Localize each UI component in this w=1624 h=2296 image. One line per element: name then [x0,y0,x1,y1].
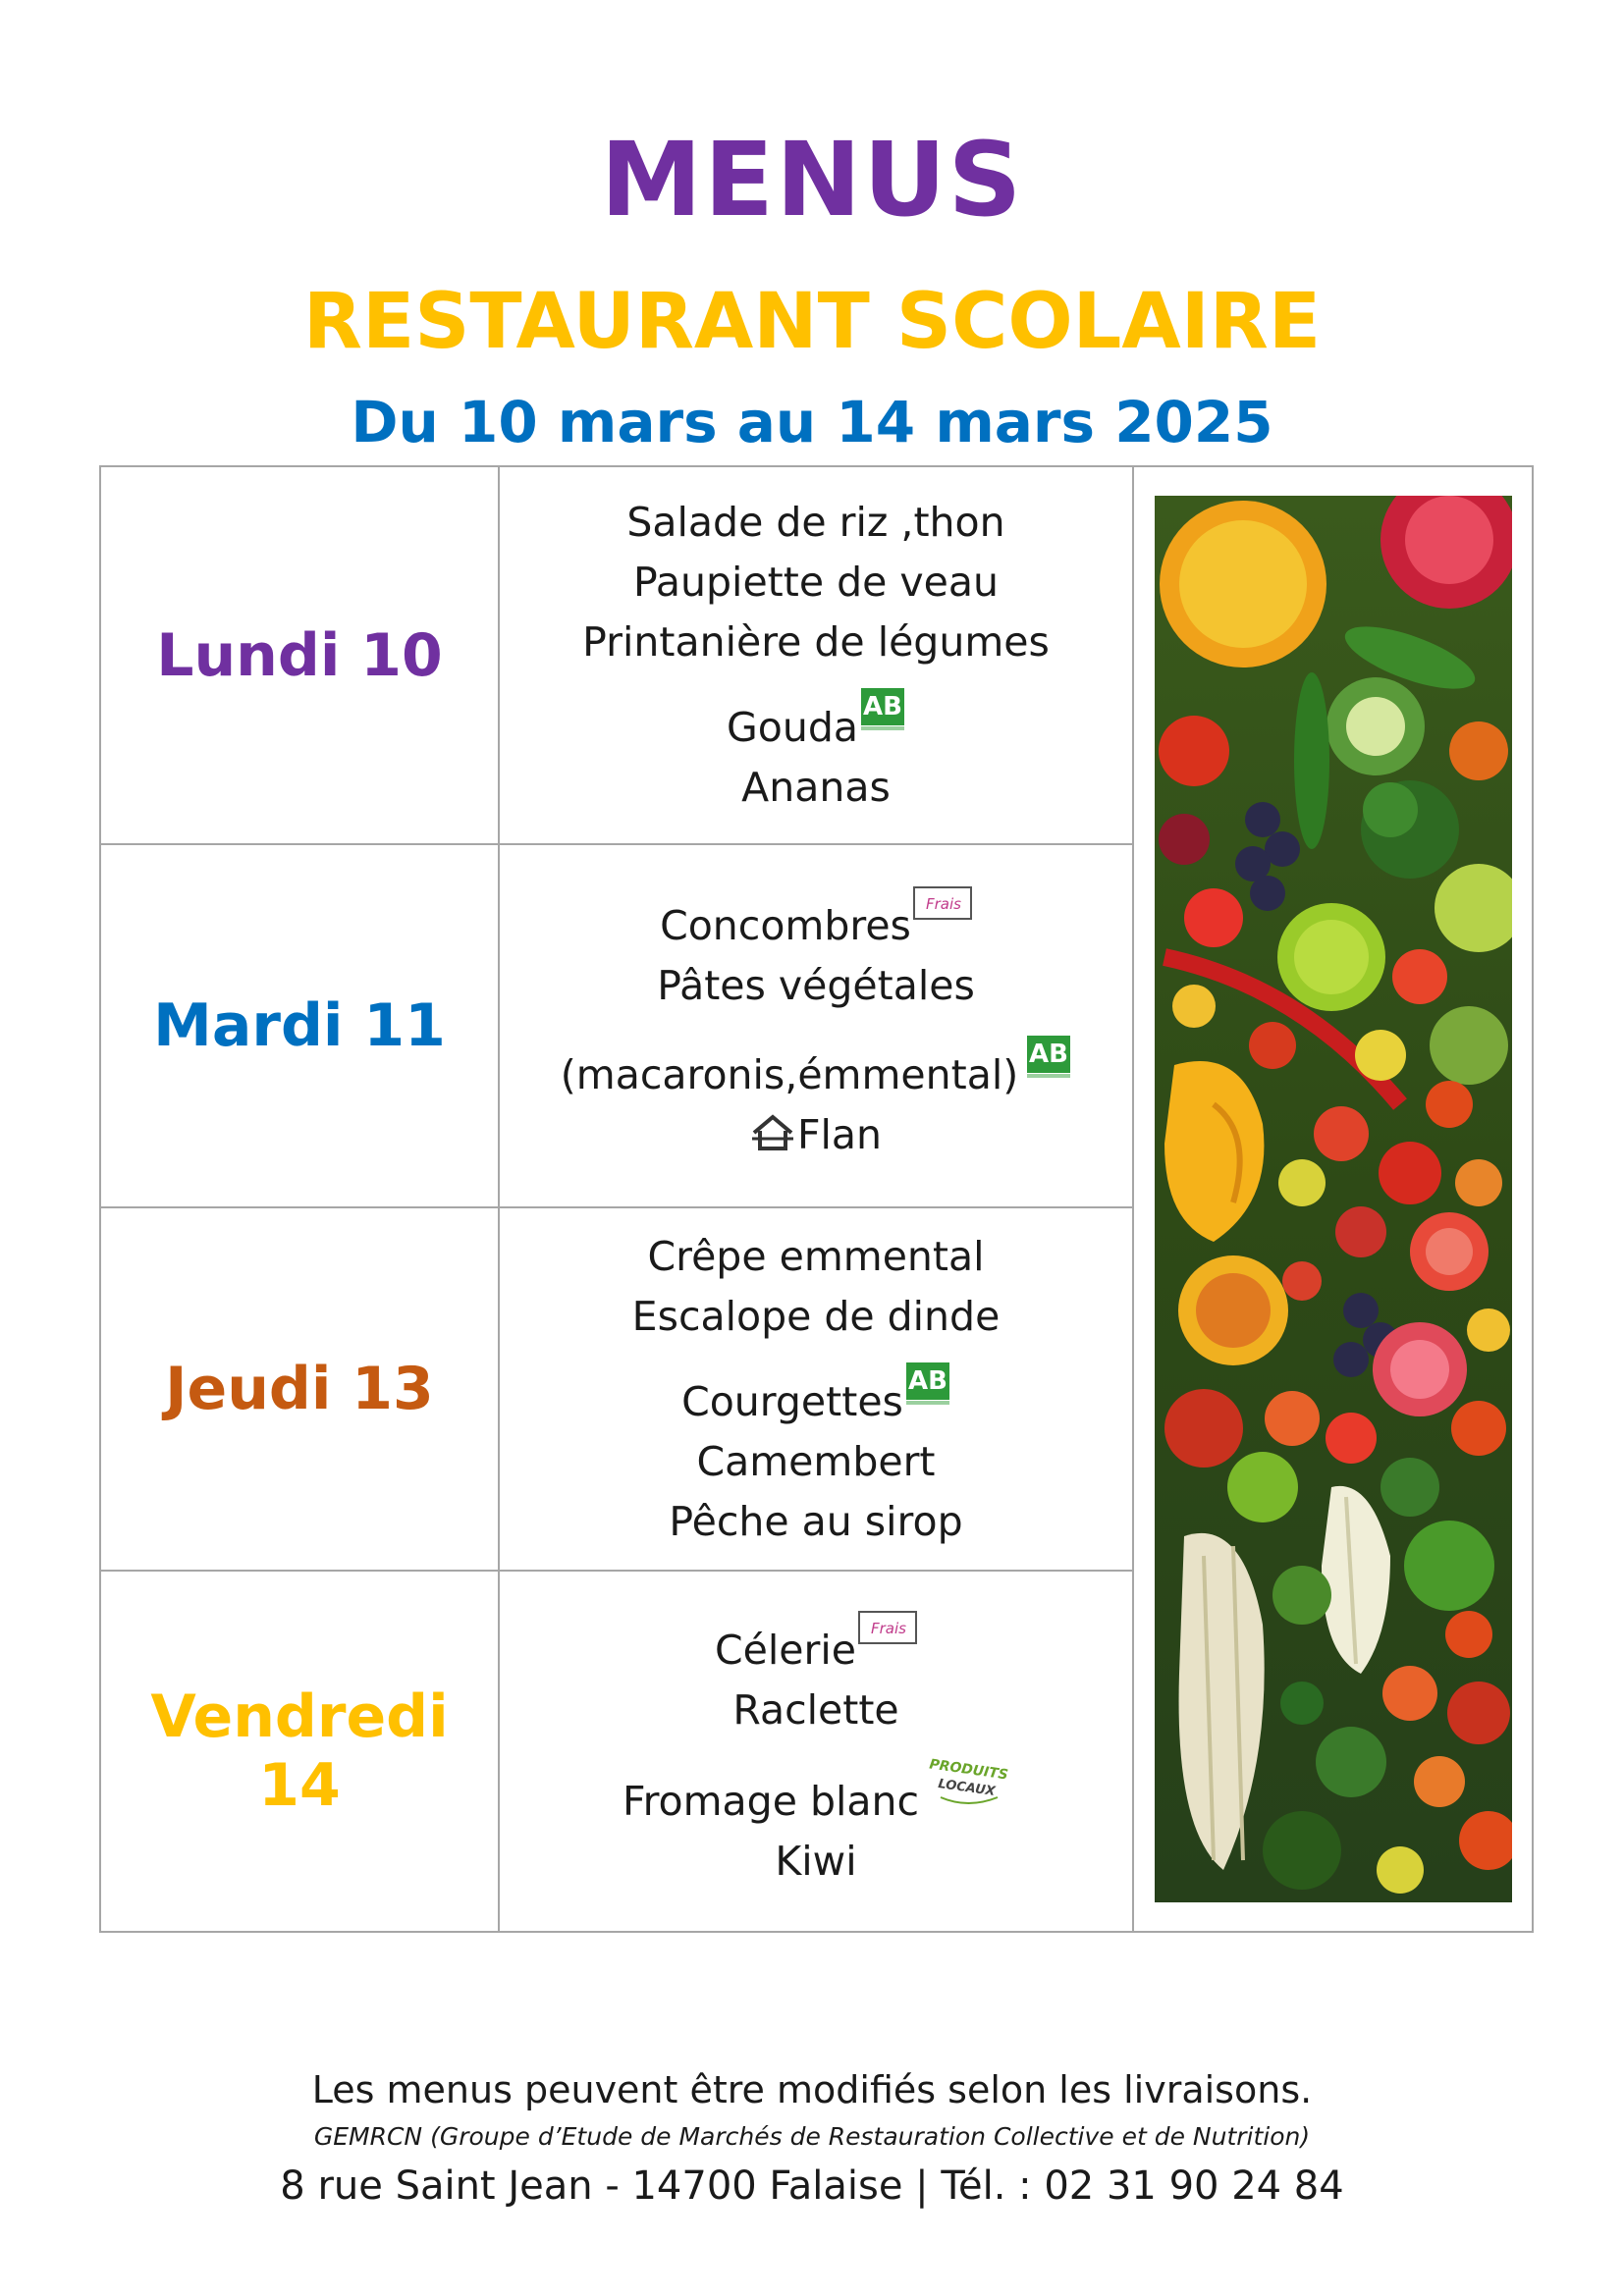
footer-gemrcn: GEMRCN (Groupe d’Etude de Marchés de Restauration Collective et de Nutrition) [313,2122,1311,2151]
page-subtitle: RESTAURANT SCOLAIRE [302,278,1322,366]
dish-item: Salade de riz ,thon [626,499,1005,546]
dish-item: Célerie Frais [500,1611,1132,1681]
vegetables-image-cell [1133,466,1533,1932]
dish-item: Raclette [732,1686,899,1734]
page-title: MENUS [600,120,1024,240]
footer-address: 8 rue Saint Jean - 14700 Falaise | Tél. : 02 31 90 24 84 [280,2163,1344,2209]
dish-item: Escalope de dinde [631,1292,1001,1340]
day-label-friday: Vendredi 14 [100,1571,499,1932]
svg-text:LOCAUX: LOCAUX [937,1777,997,1800]
dish-item: Courgettes AB [500,1357,1132,1432]
dish-item: Printanière de légumes [582,618,1050,666]
svg-text:AB: AB [907,1365,947,1396]
frais-label-icon [858,1611,917,1644]
dish-item: Kiwi [775,1838,857,1885]
day-label-tuesday: Mardi 11 [100,844,499,1207]
dish-item: Ananas [741,764,891,811]
svg-text:AB: AB [863,692,902,721]
dish-item: (macaronis,émmental) AB [500,1030,1132,1105]
dish-item: Fromage blanc PRODUITS LOCAUX [500,1754,1132,1832]
svg-text:Frais: Frais [925,895,961,913]
svg-text:PRODUITS: PRODUITS [928,1756,1009,1784]
day-label-thursday: Jeudi 13 [100,1207,499,1571]
day-label-monday: Lundi 10 [100,466,499,844]
dish-list [499,844,1133,1207]
table-row [100,466,1533,844]
vegetables-image [1155,496,1512,1902]
organic-ab-icon [1026,1030,1071,1079]
organic-ab-icon [860,682,905,731]
local-products-icon [927,1754,1009,1809]
dish-item: Camembert [696,1437,936,1485]
svg-text:AB: AB [1029,1040,1069,1069]
menu-table [99,465,1534,1933]
svg-text:Frais: Frais [870,1620,906,1637]
organic-ab-icon [905,1357,950,1406]
dish-item: Pâtes végétales [657,962,975,1009]
dish-item: Pêche au sirop [669,1497,963,1545]
dish-item: Gouda AB [500,682,1132,758]
dish-item: Flan [500,1105,1132,1165]
homemade-house-icon [750,1113,795,1152]
dish-item: Paupiette de veau [633,559,999,606]
footer-note: Les menus peuvent être modifiés selon les livraisons. [311,2068,1313,2111]
dish-list [499,1571,1133,1932]
frais-label-icon [913,886,972,920]
dish-item: Crêpe emmental [647,1232,985,1280]
date-range: Du 10 mars au 14 mars 2025 [351,389,1273,455]
dish-item: Concombres Frais [500,886,1132,956]
dish-list [499,466,1133,844]
dish-list [499,1207,1133,1571]
